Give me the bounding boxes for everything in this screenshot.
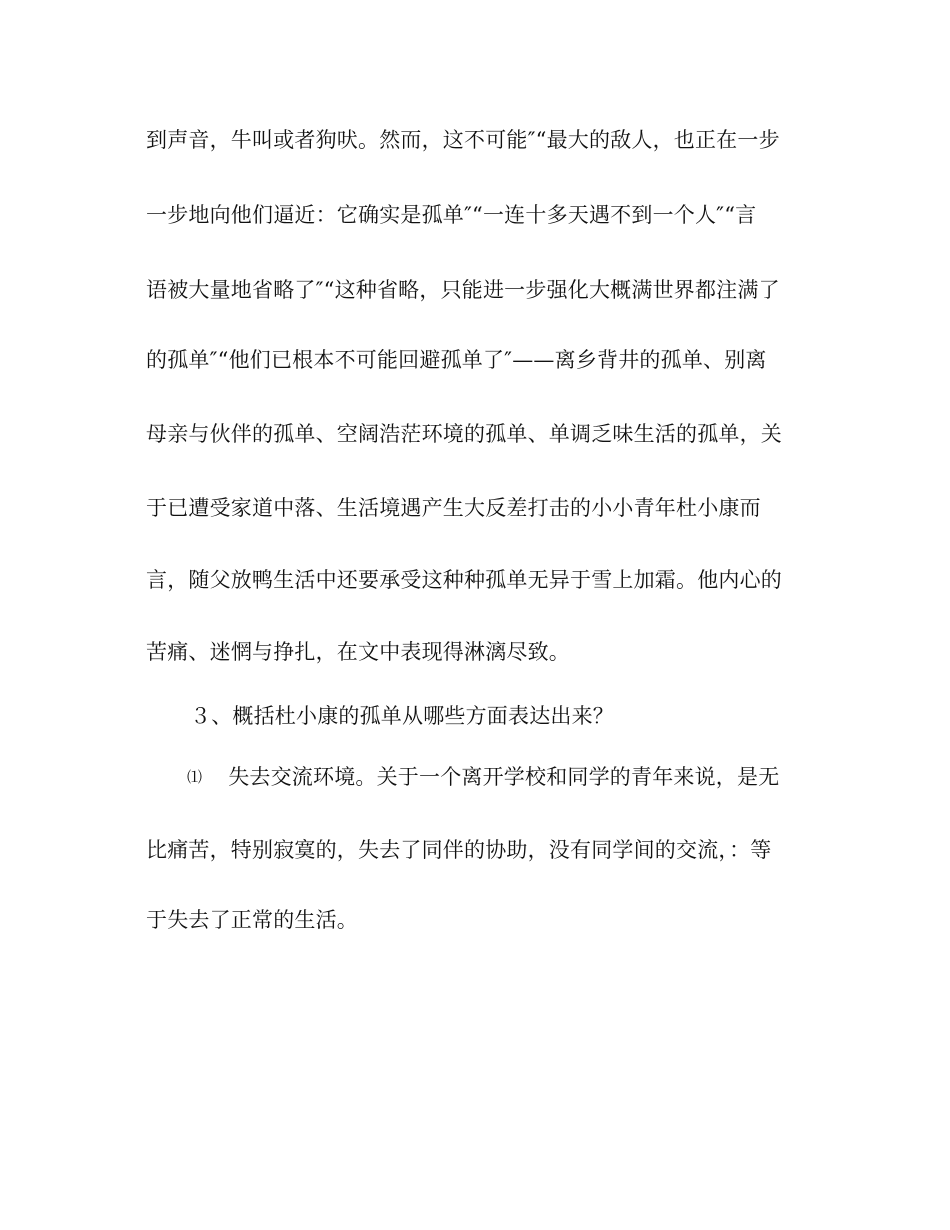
answer-first-line [187,763,867,791]
paragraph-line: 语被大量地省略了″“这种省略，只能进一步强化大概满世界都注满了 [146,278,780,302]
paragraph-line: 的孤单″“他们已根本不可能回避孤单了″——离乡背井的孤单、别离 [146,348,767,372]
paragraph-line: 一步地向他们逼近：它确实是孤单″“一连十多天遇不到一个人″“言 [146,203,757,227]
paragraph-line: 到声音，牛叫或者狗吠。然而，这不可能″“最大的敌人，也正在一步 [146,128,780,152]
question-heading: ３、概括杜小康的孤单从哪些方面表达出来？ [190,704,614,728]
answer-text: 失去交流环境。关于一个离开学校和同学的青年来说，是无 [228,765,780,789]
answer-line: 比痛苦，特别寂寞的，失去了同伴的协助，没有同学间的交流，：等 [146,838,772,862]
answer-line: 于失去了正常的生活。 [146,908,358,932]
paragraph-line: 苦痛、迷惘与挣扎，在文中表现得淋漓尽致。 [146,640,570,664]
paragraph-line: 于已遭受家道中落、生活境遇产生大反差打击的小小青年杜小康而 [146,496,761,520]
paragraph-line: 言，随父放鸭生活中还要承受这种种孤单无异于雪上加霜。他内心的 [146,568,782,592]
list-marker: ⑴ [187,768,203,786]
paragraph-line: 母亲与伙伴的孤单、空阔浩茫环境的孤单、单调乏味生活的孤单，关 [146,422,782,446]
